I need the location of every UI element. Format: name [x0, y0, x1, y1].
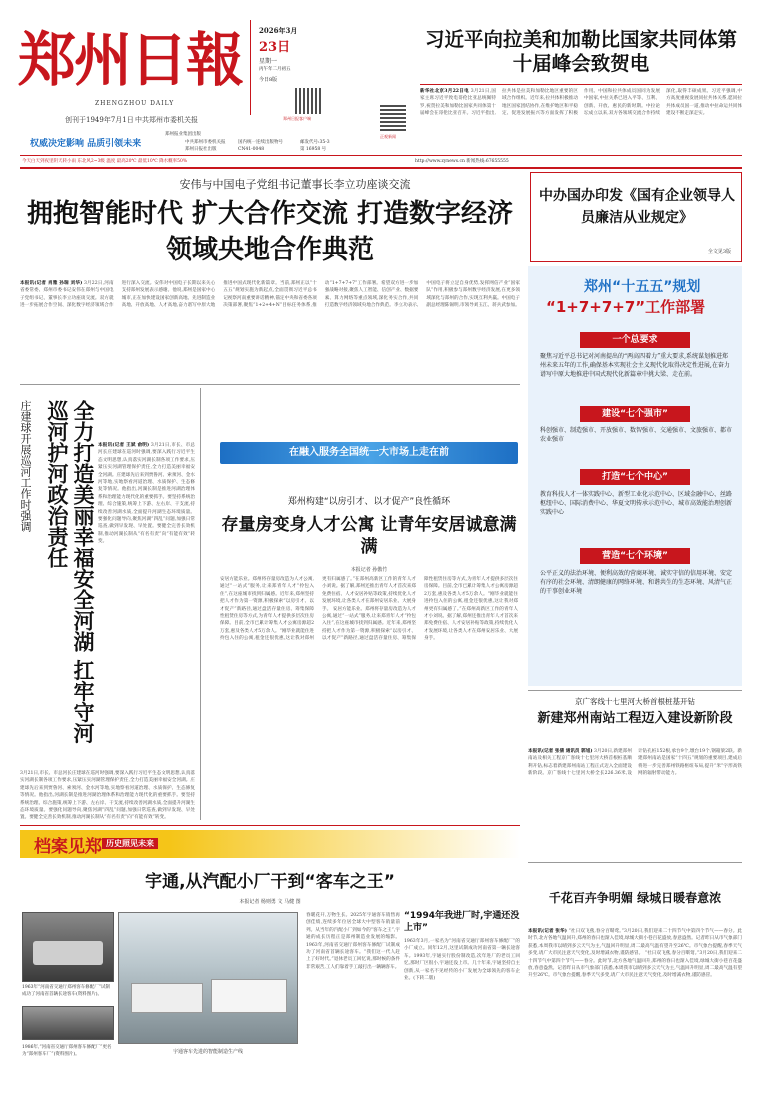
left-kicker: 庄建球开展巡河工作时强调 [19, 400, 32, 532]
masthead-motto: 中共郑州市委机关报 [135, 116, 198, 124]
archive-body [306, 912, 400, 1062]
lead-story-box [420, 28, 742, 153]
feature-kicker: 郑州构建“以房引才、以才促产”良性循环 [287, 497, 451, 507]
lead-body [420, 88, 742, 152]
feature-body [220, 576, 518, 820]
station-headline[interactable]: 新建郑州南站工程迈入建设新阶段 [537, 711, 733, 726]
side-headline[interactable]: 中办国办印发《国有企业领导人员廉洁从业规定》 [539, 188, 735, 226]
station-kicker: 京广客线十七里河大桥首根桩基开钻 [575, 697, 695, 706]
divider [20, 384, 520, 385]
second-headline[interactable]: 拥抱智能时代 扩大合作交流 打造数字经济领域央地合作典范 [26, 199, 514, 265]
publisher-a: 中共郑州市委机关报 [185, 140, 226, 145]
issue-weekday: 星期一 [259, 58, 278, 65]
archive-banner [20, 830, 520, 858]
weather-body-text: “社日双飞燕,春分百啭莺。”3月20日,我们迎来二十四节气中第四个节气——春分。此时节,北方各地气温回升,郑州的春日也渐入佳境,绿城大街小巷百花盛放,春意盎然。记者昨日从市气象部门获悉,本周我市以晴到多云天气为主,气温回升明显,周二最高气温有望升至26℃。市气象台提醒,春季天气多变,请广大市民注意天气变化,及时增减衣物,谨防感冒。 [528, 951, 742, 979]
divider [528, 862, 742, 863]
plan-strong-body: 科创强市、制造强市、开放强市、数智强市、交通强市、文旅强市、都市农业强市 [540, 427, 733, 443]
bus-shape [211, 979, 287, 1013]
left-body-text: 3月21日,市长、市总河长庄建球在巡河时强调,要深入践行习近平生态文明思想,认真落实河湖长制各项工作要求,压紧压实河湖管理保护责任,全力打造美丽幸福安全河湖。庄建球先后来到贾鲁河、索须河、金水河等地,实地察看河道治理、水质保护、生态修复等情况。他指出,河湖长制是推进河湖治理体系和治理能力现代化的重要抓手。要坚持系统治理、综合施策,统筹上下游、左右岸、干支流,持续改善河湖水质,全面提升河湖生态环境质量。要强化问题导向,聚焦河湖“四乱”问题,加强日常巡查,做到早发现、早处置。要健全完善长效机制,推动河湖长制从“有名有责”向“有能有效”转变。 [20, 771, 195, 820]
plan-strong-title: 建设“七个强市” [580, 406, 690, 422]
plan-goal-title: 一个总要求 [580, 332, 690, 348]
left-body-cont [20, 770, 195, 820]
feature-byline: 本报记者 孙傲竹 [350, 567, 388, 573]
feature-headline[interactable]: 存量房变身人才公寓 让青年安居诚意满满 [221, 515, 517, 557]
archive-caption-3: 宇通客车先进的智能制造生产线 [172, 1049, 243, 1055]
bus-shape [33, 941, 103, 965]
plan-center-body: 教育科技人才一体实践中心、新型工业化示范中心、区域金融中心、丝路枢纽中心、国际消费中心、华夏文明传承示范中心、城市高效能治理创新实践中心 [540, 491, 733, 516]
divider [20, 167, 742, 169]
publisher-b: 郑州日报社出版 [185, 147, 217, 152]
postal-code: 邮发代号:35-3 [300, 140, 330, 145]
archive-byline: 本报记者 杨则勇 文 马健 图 [239, 899, 301, 905]
divider [200, 388, 201, 820]
issue-number: 第 16958 号 [300, 147, 327, 152]
divider [20, 825, 520, 826]
issue-lunar: 丙午年二月初五 [259, 67, 291, 72]
plan-goal-body: 聚焦习近平总书记对河南提出的“两高四着力”重大要求,系统谋划推进郑州未来五年的工作,确保基本实现社会主义现代化取得决定性进展,在奋力谱写中原大地推进中国式现代化新篇章中挑大梁、走在前。 [540, 353, 730, 378]
weather-body-text: “社日双飞燕,春分百啭莺。”3月20日,我们迎来二十四节气中第四个节气——春分。此时节,北方各地气温回升,郑州的春日也渐入佳境,绿城大街小巷百花盛放,春意盎然。记者昨日从市气象部门获悉,本周我市以晴到多云天气为主,气温回升明显,周二最高气温有望升至26℃。市气象台提醒,春季天气多变,请广大市民注意天气变化,及时增减衣物,谨防感冒。 [528, 929, 742, 957]
weather-byline: 本报讯(记者 张华) [528, 929, 567, 934]
station-byline: 本报讯(记者 张倩 通讯员 郭旭) [528, 749, 593, 754]
plan-env-body: 公平正义的法治环境、便利高效的营商环境、诚实守信的信用环境、安定有序的社会环境、清朗健康的网络环境、和谐共生的生态环境、风清气正的干事创业环境 [540, 570, 733, 595]
second-kicker: 安伟与中国电子党组书记董事长李立功座谈交流 [179, 178, 411, 191]
qr-code-caption: 郑州日报客户端 [283, 116, 311, 121]
archive-subheadline[interactable]: “1994年我进厂时,宇通还没上市” [404, 911, 520, 933]
issue-date: 2026年3月 [259, 26, 298, 35]
feature-body-text: 安居方能乐业。郑州将存量房改造为人才公寓,通过“一站式”服务,让来郑青年人才“拎包入住”,在这座城市找到归属感。近年来,郑州坚持把人才作为第一资源,积极探索“以房引才、以才促产”新路径,通过盘活存量住房、筹集保障性租赁住房等方式,为青年人才提供多层次住房保障。目前,全市已累计筹集人才公寓房源超2万套,惠及各类人才5万余人。“刚毕业就能住进拎包入住的公寓,租金还很优惠,这让我对郑州更有归属感了。”在郑州高新区工作的青年人才小刘说。据了解,郑州还推出青年人才首次来郑免费住宿、人才安居补贴等政策,持续优化人才发展环境,让各类人才在郑州安居乐业、大展身手。 [220, 577, 416, 642]
masthead-pinyin: ZHENGZHOU DAILY [95, 100, 175, 107]
plan-panel [528, 266, 742, 686]
feature-banner [220, 442, 518, 464]
center-text: 郑州报业集团出版 [165, 132, 201, 137]
plan-env-title: 营造“七个环境” [580, 548, 690, 564]
tagline: 权威决定影响 品质引领未来 [30, 139, 142, 149]
lead-headline[interactable]: 习近平向拉美和加勒比国家共同体第十届峰会致贺电 [424, 28, 737, 75]
feature-body-text: 安居方能乐业。郑州将存量房改造为人才公寓,通过“一站式”服务,让来郑青年人才“拎包入住”,在这座城市找到归属感。近年来,郑州坚持把人才作为第一资源,积极探索“以房引才、以才促产”新路径,通过盘活存量住房、筹集保障性租赁住房等方式,为青年人才提供多层次住房保障。目前,全市已累计筹集人才公寓房源超2万套,惠及各类人才5万余人。“刚毕业就能住进拎包入住的公寓,租金还很优惠,这让我对郑州更有归属感了。”在郑州高新区工作的青年人才小刘说。据了解,郑州还推出青年人才首次来郑免费住宿、人才安居补贴等政策,持续优化人才发展环境,让各类人才在郑州安居乐业、大展身手。 [322, 577, 518, 642]
archive-caption-2: 1986年,“河南省交通厅郑州客车修配厂”更名为“郑州客车厂”(资料图片)。 [22, 1045, 112, 1057]
second-byline: 本报讯(记者 肖雅 孙瑞 刘华) [20, 281, 83, 286]
archive-body-text: 春暖花开,万物生长。2025年宇通客车销售再创佳绩,连续多年位居全球大中型客车销量前列。从当年的汽配小厂到如今的“客车之王”,宇通的成长历程正是郑州制造业发展的缩影。1963年,河南省交通厅郑州客车修配厂试制成功了河南省首辆长途客车。“我们这一代人赶上了好时代。”退休老员工回忆说,那时候的条件非常艰苦,工人们靠着手工敲打出一辆辆客车。 [306, 913, 400, 970]
weather-line: 今天白天到夜里阴天转小雨 东北风2~3级 温度 最高20℃ 最低10℃ 降水概率50% [22, 159, 188, 164]
weather-body [528, 928, 742, 1060]
left-byline: 本报讯(记者 王斌 俞明) [98, 443, 150, 448]
archive-headline[interactable]: 宇通,从汽配小厂干到“客车之王” [145, 872, 395, 892]
weather-headline[interactable]: 千花百卉争明媚 绿城日暖春意浓 [548, 891, 722, 905]
bus-shape [131, 983, 203, 1013]
issue-day: 23日 [259, 40, 291, 55]
plan-section: 郑州“十五五”规划 [584, 279, 701, 295]
second-body-text: 3月22日,河南省委常委、郑州市委书记安伟在郑州与中国电子党组书记、董事长李立功座谈交流。双方就进一步拓展合作空间、深化数字经济领域合作进行深入交流。安伟对中国电子长期以来关心支持郑州发展表示感谢。他说,郑州是国家中心城市,正在加快建设国家创新高地、先进制造业高地、开放高地、人才高地,奋力谱写中原大地推进中国式现代化新篇章。当前,郑州正以“十五五”规划实施为新起点,全面贯彻习近平总书记视察河南重要讲话精神,锚定中央和省委各项决策部署,聚焦“1+2+4+N”目标任务体系,推动“1+7+7+7”工作部署。希望双方进一步加强战略对接,聚焦人工智能、信创产业、数据要素、算力网络等重点领域,深化务实合作,共同打造数字经济领域央地合作典范。李立功表示,中国电子将立足自身优势,发挥网信产业“国家队”作用,积极参与郑州数字经济发展,在更多领域深化与郑州的合作,实现互利共赢。中国电子副总经理陈锡明,市领导刘玉江、蒋兵武参加。 [20, 281, 520, 309]
archive-photo-1 [22, 912, 114, 982]
archive-subbody [404, 938, 520, 1062]
issue-pages: 今日8版 [259, 77, 278, 83]
station-body-text: 3月20日,新建郑州南站及相关工程京广客线十七里河大桥首根桩基顺利开钻,标志着新建郑州南站工程正式迈入全面建设新阶段。京广客线十七里河大桥全长226.36米,设计钻孔桩152根,承台9个,墩台19个,钢箱梁2联。新建郑州南站是国家“十四五”规划的重要项目,建成后将进一步完善郑州铁路枢纽布局,提升“米”字形高铁网的辐射带动能力。 [528, 749, 742, 777]
side-note: 全文见3版 [707, 249, 731, 255]
archive-banner-sub: 历史照见未来 [102, 838, 158, 849]
masthead-founded: 创刊于1949年7月1日 [65, 116, 134, 124]
archive-photo-2 [22, 1006, 114, 1040]
qr-code [380, 105, 406, 131]
divider [20, 155, 742, 156]
second-body [20, 280, 520, 380]
plan-formula: “1+7+7+7”工作部署 [546, 298, 706, 316]
archive-photo-3 [118, 912, 298, 1044]
divider [420, 84, 742, 85]
masthead-logo: 郑州日報 [18, 26, 243, 94]
left-body [98, 442, 195, 814]
issn: 国内统一连续出版物号 CN41-0048 [238, 140, 283, 152]
lead-dateline: 新华社北京3月22日电 [420, 89, 469, 94]
left-headline[interactable]: 全力打造美丽幸福安全河湖 扛牢守河巡河护河政治责任 [45, 400, 95, 744]
qr-code [295, 88, 321, 114]
side-box [530, 172, 742, 262]
feature-banner-text: 在融入服务全国统一大市场上走在前 [289, 447, 449, 458]
plan-center-title: 打造“七个中心” [580, 469, 690, 485]
archive-banner-title: 档案见郑 [34, 837, 102, 857]
qr-code-caption: 正观新闻 [380, 134, 396, 139]
left-body-text: 3月21日,市长、市总河长庄建球在巡河时强调,要深入践行习近平生态文明思想,认真落实河湖长制各项工作要求,压紧压实河湖管理保护责任,全力打造美丽幸福安全河湖。庄建球先后来到贾鲁河、索须河、金水河等地,实地察看河道治理、水质保护、生态修复等情况。他指出,河湖长制是推进河湖治理体系和治理能力现代化的重要抓手。要坚持系统治理、综合施策,统筹上下游、左右岸、干支流,持续改善河湖水质,全面提升河湖生态环境质量。要强化问题导向,聚焦河湖“四乱”问题,加强日常巡查,做到早发现、早处置。要健全完善长效机制,推动河湖长制从“有名有责”向“有能有效”转变。 [98, 443, 195, 545]
lead-body-text: 3月21日,国家主席习近平致电哥伦比亚总统佩特罗,祝贺拉美和加勒比国家共同体第十届峰会在哥伦比亚召开。习近平指出,拉共体是拉美和加勒比地区重要的区域合作组织。近年来,拉共体积极推动地区国家团结协作,在维护地区和平稳定、促进发展振兴等方面发挥了积极作用。中国和拉共体成员国同为发展中国家,中拉关系已进入平等、互利、创新、开放、惠民的新时期。中拉论坛成立以来,双方各领域交流合作持续深化,取得丰硕成果。习近平强调,中方高度重视发展同拉共体关系,愿同拉共体成员国一道,推动中拉命运共同体建设不断走深走实。 [420, 89, 742, 117]
archive-subbody-text: 1963年3月,一家名为“河南省交通厅郑州客车修配厂”的小厂成立。同年12月,这里试制成功河南省第一辆长途客车。1993年,宇通实行股份制改造,次年进厂的老员工回忆,那时厂区很小,宇通还没上市。几十年来,宇通坚持自主创新,从一家名不见经传的小厂发展为全球领先的客车企业。(下转二版) [404, 939, 520, 982]
divider [528, 690, 742, 691]
station-body [528, 748, 742, 858]
contact-line: http://www.zynews.cn 新闻热线:67655555 [415, 159, 509, 164]
archive-caption-1: 1963年“河南省交通厅郑州客车修配厂”试制成功了河南省首辆长途客车(资料图片)。 [22, 985, 111, 997]
